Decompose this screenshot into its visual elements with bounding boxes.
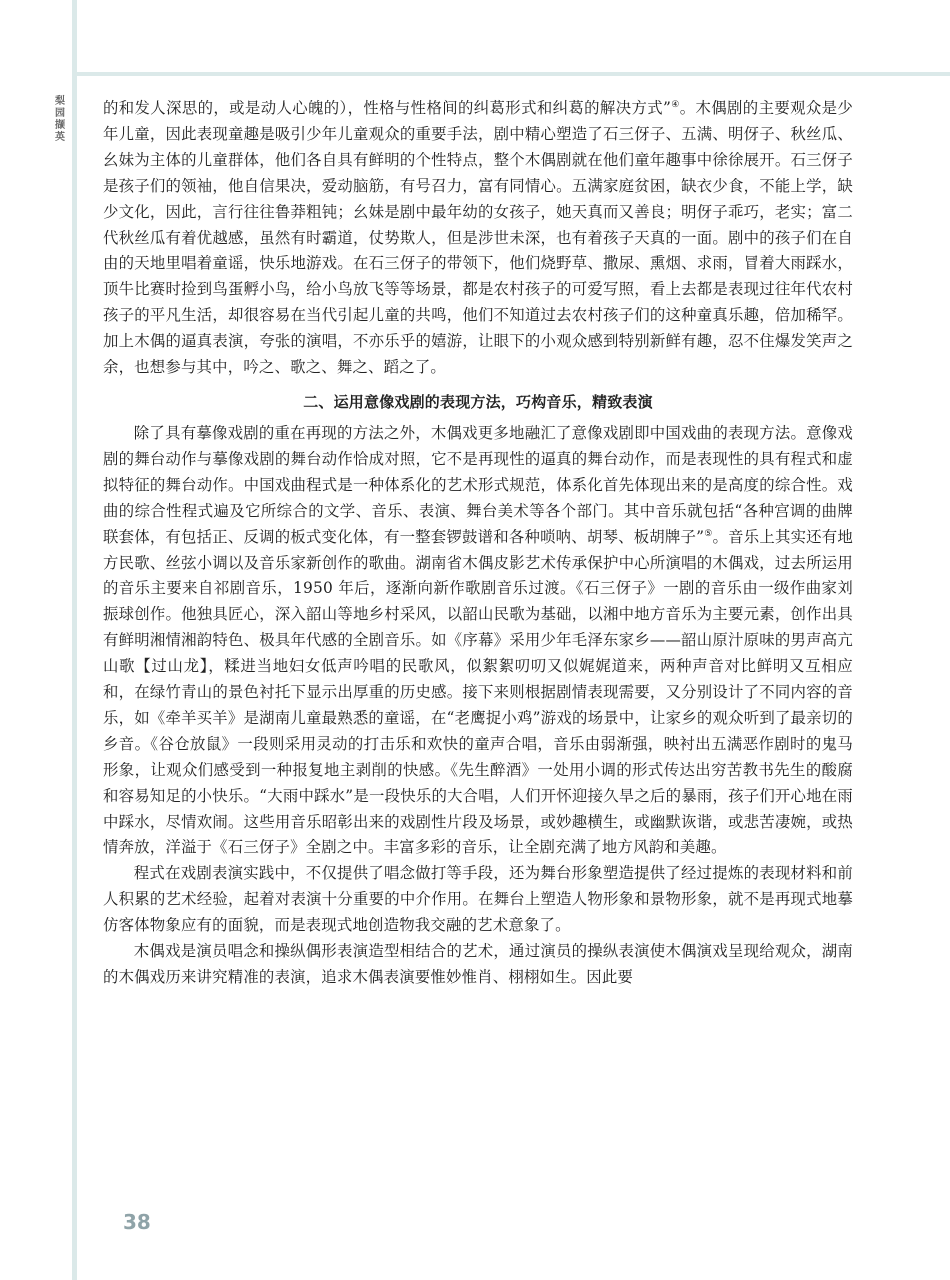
- section-heading: 二、运用意像戏剧的表现方法，巧构音乐，精致表演: [303, 392, 653, 411]
- header-rule: [72, 72, 950, 76]
- article-body: [103, 96, 853, 991]
- footnote-ref-4: ④: [671, 99, 680, 110]
- paragraph-4: 木偶戏是演员唱念和操纵偶形表演造型相结合的艺术，通过演员的操纵表演使木偶演戏呈现给观众，湖南的木偶戏历来讲究精准的表演，追求木偶表演要惟妙惟肖、栩栩如生。因此要: [103, 942, 853, 986]
- section-tag: 梨园撷英: [55, 96, 65, 143]
- page-number: 38: [123, 1210, 151, 1234]
- paragraph-2: 除了具有摹像戏剧的重在再现的方法之外，木偶戏更多地融汇了意像戏剧即中国戏曲的表现方法。意像戏剧的舞台动作与摹像戏剧的舞台动作恰成对照，它不是再现性的逼真的舞台动作，而是表现性的具有程式和虚拟特征的舞台动作。中国戏曲程式是一种体系化的艺术形式规范，体系化首先体现出来的是高度的综合性。戏曲的综合性程式遍及它所综合的文学、音乐、表演、舞台美术等各个部门。其中音乐就包括“各种宫调的曲牌联套体，有包括正、反调的板式变化体，有一整套锣鼓谱和各种唢呐、胡琴、板胡牌子”⑤。音乐上其实还有地方民歌、丝弦小调以及音乐家新创作的歌曲。湖南省木偶皮影艺术传承保护中心所演唱的木偶戏，过去所运用的音乐主要来自祁剧音乐，1950 年后，逐渐向新作歌剧音乐过渡。《石三伢子》一剧的音乐由一级作曲家刘振球创作。他独具匠心，深入韶山等地乡村采风，以韶山民歌为基础，以湘中地方音乐为主要元素，创作出具有鲜明湘情湘韵特色、极具年代感的全剧音乐。如《序幕》采用少年毛泽东家乡——韶山原汁原味的男声高亢山歌【过山龙】，糅进当地妇女低声吟唱的民歌风，似絮絮叨叨又似娓娓道来，两种声音对比鲜明又互相应和，在绿竹青山的景色衬托下显示出厚重的历史感。接下来则根据剧情表现需要，又分别设计了不同内容的音乐，如《牵羊买羊》是湖南儿童最熟悉的童谣，在“老鹰捉小鸡”游戏的场景中，让家乡的观众听到了最亲切的乡音。《谷仓放鼠》一段则采用灵动的打击乐和欢快的童声合唱，音乐由弱渐强，映衬出五满恶作剧时的鬼马形象，让观众们感受到一种报复地主剥削的快感。《先生醉酒》一处用小调的形式传达出穷苦教书先生的酸腐和容易知足的小快乐。“大雨中踩水”是一段快乐的大合唱，人们开怀迎接久旱之后的暴雨，孩子们开心地在雨中踩水，尽情欢闹。这些用音乐昭彰出来的戏剧性片段及场景，或妙趣横生，或幽默诙谐，或悲苦凄婉，或热情奔放，洋溢于《石三伢子》全剧之中。丰富多彩的音乐，让全剧充满了地方风韵和美趣。: [103, 423, 853, 857]
- paragraph-3: 程式在戏剧表演实践中，不仅提供了唱念做打等手段，还为舞台形象塑造提供了经过提炼的表现材料和前人积累的艺术经验，起着对表演十分重要的中介作用。在舞台上塑造人物形象和景物形象，就不是再现式地摹仿客体物象应有的面貌，而是表现式地创造物我交融的艺术意象了。: [103, 864, 853, 935]
- paragraph-1: 的和发人深思的，或是动人心魄的），性格与性格间的纠葛形式和纠葛的解决方式”④。木偶剧的主要观众是少年儿童，因此表现童趣是吸引少年儿童观众的重要手法，剧中精心塑造了石三伢子、五满、明伢子、秋丝瓜、幺妹为主体的儿童群体，他们各自具有鲜明的个性特点，整个木偶剧就在他们童年趣事中徐徐展开。石三伢子是孩子们的领袖，他自信果决，爱动脑筋，有号召力，富有同情心。五满家庭贫困，缺衣少食，不能上学，缺少文化，因此，言行往往鲁莽粗钝；幺妹是剧中最年幼的女孩子，她天真而又善良；明伢子乖巧，老实；富二代秋丝瓜有着优越感，虽然有时霸道，仗势欺人，但是涉世未深，也有着孩子天真的一面。剧中的孩子们在自由的天地里唱着童谣，快乐地游戏。在石三伢子的带领下，他们烧野草、撒尿、熏烟、求雨，冒着大雨踩水，顶牛比赛时捡到鸟蛋孵小鸟，给小鸟放飞等等场景，都是农村孩子的可爱写照，看上去都是表现过往年代农村孩子的平凡生活，却很容易在当代引起儿童的共鸣，他们不知道过去农村孩子们的这种童真乐趣，倍加稀罕。加上木偶的逼真表演，夸张的演唱，不亦乐乎的嬉游，让眼下的小观众感到特别新鲜有趣，忍不住爆发笑声之余，也想参与其中，吟之、歌之、舞之、蹈之了。: [103, 99, 854, 377]
- left-margin-band: [72, 0, 77, 1280]
- footnote-ref-5: ⑤: [704, 528, 713, 539]
